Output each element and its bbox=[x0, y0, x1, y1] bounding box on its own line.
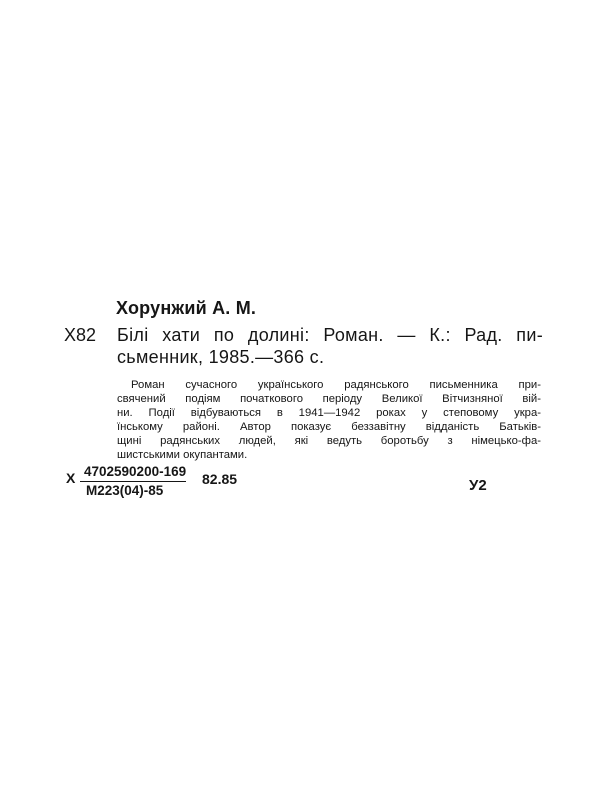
fraction-denominator: М223(04)-85 bbox=[86, 483, 164, 498]
fraction-numerator: 4702590200-169 bbox=[80, 464, 186, 482]
author-name: Хорунжий А. М. bbox=[116, 298, 257, 318]
annotation-line: щині радянських людей, які ведуть боротьбу з німецько-фа- bbox=[117, 435, 541, 447]
annotation-line: шистськими окупантами. bbox=[117, 449, 248, 461]
classification-letter: Х bbox=[66, 470, 76, 486]
annotation-line: свячений подіям початкового періоду Великої Вітчизняної вій- bbox=[117, 393, 541, 405]
annotation-line: Роман сучасного українського радянського письменника при- bbox=[131, 379, 541, 391]
price-code: 82.85 bbox=[202, 471, 238, 487]
bbk-code: У2 bbox=[469, 477, 487, 494]
classification-fraction bbox=[80, 464, 186, 498]
author-index-code: Х82 bbox=[64, 325, 97, 345]
annotation-line: ни. Події відбуваються в 1941—1942 роках у степовому укра- bbox=[117, 407, 541, 419]
annotation bbox=[117, 378, 541, 462]
title-line-2: сьменник, 1985.—366 с. bbox=[117, 347, 325, 367]
title-line-1: Білі хати по долині: Роман. — К.: Рад. пи- bbox=[117, 325, 543, 345]
annotation-line: їнському районі. Автор показує беззавітну відданість Батьків- bbox=[117, 421, 541, 433]
